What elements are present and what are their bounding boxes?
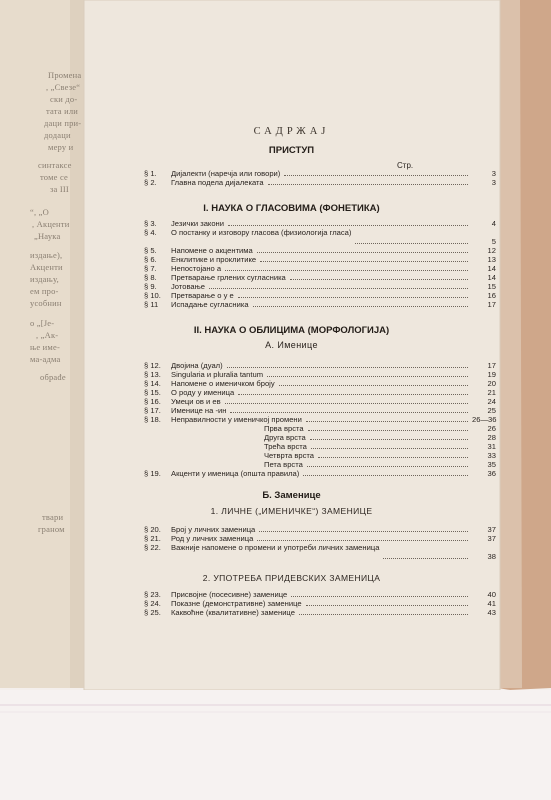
entry-title: Каквоћне (квалитативне) заменице: [171, 608, 295, 617]
section-number: § 18.: [144, 415, 161, 424]
dot-leader: [230, 406, 468, 413]
page-number: 31: [487, 442, 496, 451]
entry-title: О постанку и изговору гласова (физиологија гласа): [171, 228, 352, 237]
page-number: 5: [491, 237, 496, 246]
dot-leader: [238, 388, 468, 395]
section-number: § 16.: [144, 397, 161, 406]
section-number: § 19.: [144, 469, 161, 478]
left-fragment: „Наука: [34, 231, 61, 241]
entry-title: Важније напомене о промени и употреби личних заменица: [171, 543, 380, 552]
page-number: 26: [487, 424, 496, 433]
dot-leader: [253, 300, 468, 307]
dot-leader: [311, 442, 468, 449]
left-fragment: издању,: [30, 274, 59, 284]
dot-leader: [259, 525, 468, 532]
left-fragment: о „[Је-: [30, 318, 55, 328]
page-number: 14: [487, 273, 496, 282]
entry-title: Непостојано а: [171, 264, 222, 273]
left-fragment: Промена: [48, 70, 82, 80]
entry-title: Род у личних заменица: [171, 534, 254, 543]
section-number: § 7.: [144, 264, 157, 273]
page-number: 35: [487, 460, 496, 469]
dot-leader: [299, 608, 468, 615]
section-number: § 12.: [144, 361, 161, 370]
dot-leader: [279, 379, 468, 386]
dot-leader: [225, 264, 468, 271]
entry-title: Друга врста: [264, 433, 306, 442]
entry-title: Испадање сугласника: [171, 300, 249, 309]
section-number: § 5.: [144, 246, 157, 255]
page-number: 14: [487, 264, 496, 273]
page-number: 37: [487, 525, 496, 534]
dot-leader: [310, 433, 468, 440]
left-fragment: додаци: [44, 130, 71, 140]
page-number: 40: [487, 590, 496, 599]
left-fragment: ем про-: [30, 286, 59, 296]
dot-leader: [238, 291, 468, 298]
entry-title: Јотовање: [171, 282, 206, 291]
dot-leader: [260, 255, 468, 262]
left-fragment: Акценти: [30, 262, 63, 272]
entry-title: Трећа врста: [264, 442, 307, 451]
entry-title: Претварање о у е: [171, 291, 234, 300]
page-number: 3: [491, 178, 496, 187]
section-number: § 15.: [144, 388, 161, 397]
dot-leader: [268, 178, 468, 185]
page-title: САДРЖАЈ: [253, 126, 330, 137]
left-fragment: меру и: [48, 142, 74, 152]
left-fragment: “, „О: [30, 207, 49, 217]
entry-title: Напомене о акцентима: [171, 246, 253, 255]
page-column-label: Стр.: [397, 161, 414, 170]
dot-leader: [290, 273, 468, 280]
dot-leader: [318, 451, 468, 458]
entry-title: Присвојне (посесивне) заменице: [171, 590, 288, 599]
left-fragment: синтаксе: [38, 160, 72, 170]
section-subheading: 2. УПОТРЕБА ПРИДЕВСКИХ ЗАМЕНИЦА: [202, 573, 381, 583]
entry-title: Енклитике и проклитике: [171, 255, 257, 264]
entry-title: Показне (демонстративне) заменице: [171, 599, 302, 608]
section-number: § 8.: [144, 273, 157, 282]
section-number: § 10.: [144, 291, 161, 300]
page-number: 19: [487, 370, 496, 379]
left-fragment: твари: [42, 512, 64, 522]
left-fragment: томе се: [40, 172, 69, 182]
left-fragment: издање),: [30, 250, 63, 260]
left-fragment: даци при-: [44, 118, 82, 128]
entry-title: Именице на -ин: [171, 406, 227, 415]
left-fragment: тата или: [46, 106, 79, 116]
section-number: § 3.: [144, 219, 157, 228]
left-fragment: ма-адма: [30, 354, 61, 364]
dot-leader: [303, 469, 468, 476]
page-number: 20: [487, 379, 496, 388]
dot-leader: [225, 397, 468, 404]
entry-title: Прва врста: [264, 424, 304, 433]
section-number: § 2.: [144, 178, 157, 187]
dot-leader: [257, 246, 468, 253]
table-of-contents-page: [84, 0, 499, 690]
page-number: 38: [487, 552, 496, 561]
entry-title: Број у личних заменица: [171, 525, 256, 534]
left-fragment: усобнин: [30, 298, 62, 308]
page-number: 41: [487, 599, 496, 608]
page-number: 4: [491, 219, 496, 228]
page-number: 3: [491, 169, 496, 178]
entry-title: Четврта врста: [264, 451, 314, 460]
section-number: § 13.: [144, 370, 161, 379]
page-number: 16: [487, 291, 496, 300]
page-number: 12: [487, 246, 496, 255]
section-number: § 17.: [144, 406, 161, 415]
section-subheading: А. Именице: [265, 340, 318, 350]
entry-title: Претварање грлених сугласника: [171, 273, 286, 282]
left-fragment: ње име-: [30, 342, 60, 352]
section-number: § 14.: [144, 379, 161, 388]
section-number: § 20.: [144, 525, 161, 534]
dot-leader: [257, 534, 468, 541]
section-number: § 6.: [144, 255, 157, 264]
section-number: § 11: [144, 300, 159, 309]
section-number: § 25.: [144, 608, 161, 617]
left-fragment: , „Свезе“: [46, 82, 81, 92]
toc-entry: [144, 543, 496, 561]
page-number: 13: [487, 255, 496, 264]
section-heading: ПРИСТУП: [268, 145, 315, 156]
page-number: 21: [487, 388, 496, 397]
section-number: § 23.: [144, 590, 161, 599]
section-number: § 9.: [144, 282, 157, 291]
left-fragment: граном: [38, 524, 65, 534]
section-subheading: 1. ЛИЧНЕ („ИМЕНИЧКЕ“) ЗАМЕНИЦЕ: [210, 506, 373, 516]
left-fragment: обрađе: [40, 372, 66, 382]
left-fragment: за III: [50, 184, 69, 194]
page-number: 24: [487, 397, 496, 406]
dot-leader: [355, 237, 468, 244]
entry-title: Напомене о именичком броју: [171, 379, 275, 388]
section-number: § 21.: [144, 534, 161, 543]
page-number: 43: [487, 608, 496, 617]
page-number: 15: [487, 282, 496, 291]
entry-title: Језички закони: [171, 219, 224, 228]
dot-leader: [291, 590, 468, 597]
left-fragment: , Акценти: [32, 219, 70, 229]
section-heading: Б. Заменице: [262, 490, 321, 501]
page-number: 28: [487, 433, 496, 442]
dot-leader: [306, 415, 468, 422]
dot-leader: [209, 282, 468, 289]
section-number: § 22.: [144, 543, 161, 552]
page-number: 36: [487, 469, 496, 478]
section-heading: II. НАУКА О ОБЛИЦИМА (МОРФОЛОГИЈА): [193, 325, 390, 336]
page-number: 25: [487, 406, 496, 415]
section-number: § 24.: [144, 599, 161, 608]
entry-title: Умеци ов и ев: [171, 397, 221, 406]
entry-title: Акценти у именица (општа правила): [171, 469, 300, 478]
dot-leader: [307, 460, 468, 467]
page-number: 26—36: [472, 415, 497, 424]
entry-title: Singularia и pluralia tantum: [171, 370, 264, 379]
entry-title: О роду у именица: [171, 388, 235, 397]
section-heading: I. НАУКА О ГЛАСОВИМА (ФОНЕТИКА): [203, 203, 380, 214]
entry-title: Двојина (дуал): [171, 361, 223, 370]
left-fragment: ски до-: [50, 94, 78, 104]
section-number: § 4.: [144, 228, 157, 237]
dot-leader: [227, 361, 468, 368]
page-number: 17: [487, 300, 496, 309]
entry-title: Неправилности у именичкој промени: [171, 415, 302, 424]
entry-title: Главна подела дијалеката: [171, 178, 264, 187]
page-number: 37: [487, 534, 496, 543]
dot-leader: [308, 424, 468, 431]
page-number: 17: [487, 361, 496, 370]
dot-leader: [284, 169, 468, 176]
section-number: § 1.: [144, 169, 157, 178]
page-number: 33: [487, 451, 496, 460]
entry-title: Дијалекти (наречја или говори): [171, 169, 281, 178]
dot-leader: [383, 552, 468, 559]
dot-leader: [228, 219, 468, 226]
left-fragment: , „Ак-: [36, 330, 59, 340]
dot-leader: [306, 599, 468, 606]
entry-title: Пета врста: [264, 460, 303, 469]
toc-entry: [144, 228, 496, 246]
dot-leader: [267, 370, 468, 377]
